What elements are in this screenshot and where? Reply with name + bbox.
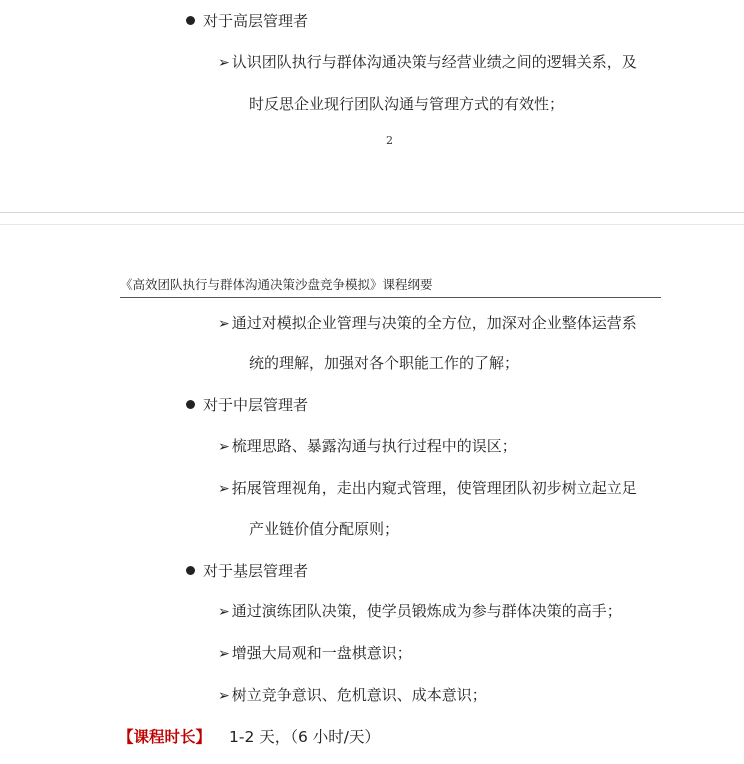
page-break-divider bbox=[0, 212, 744, 213]
mid-item-2-text: 拓展管理视角，走出内窥式管理，使管理团队初步树立起立足 bbox=[231, 479, 637, 497]
bullet-dot-icon bbox=[186, 566, 195, 575]
heading-base-managers: 对于基层管理者 bbox=[203, 562, 309, 580]
course-duration-label: 【课程时长】 bbox=[118, 728, 212, 746]
high-item-1-line-1 bbox=[218, 52, 637, 73]
heading-high-level-managers: 对于高层管理者 bbox=[203, 12, 309, 30]
arrow-bullet-icon: ➢ bbox=[218, 316, 230, 332]
item-a-line-2: 统的理解，加强对各个职能工作的了解； bbox=[249, 354, 520, 372]
header-rule bbox=[120, 297, 661, 298]
base-item-1 bbox=[218, 601, 622, 622]
page-break-divider-secondary bbox=[0, 224, 744, 225]
base-item-2-text: 增强大局观和一盘棋意识； bbox=[231, 644, 412, 662]
arrow-bullet-icon: ➢ bbox=[218, 646, 230, 662]
mid-item-1-text: 梳理思路、暴露沟通与执行过程中的误区； bbox=[231, 437, 517, 455]
heading-middle-managers: 对于中层管理者 bbox=[203, 396, 309, 414]
running-header: 《高效团队执行与群体沟通决策沙盘竞争模拟》课程纲要 bbox=[120, 277, 433, 292]
high-item-1-text: 认识团队执行与群体沟通决策与经营业绩之间的逻辑关系，及 bbox=[231, 53, 637, 71]
arrow-bullet-icon: ➢ bbox=[218, 604, 230, 620]
item-a-text: 通过对模拟企业管理与决策的全方位，加深对企业整体运营系 bbox=[231, 314, 637, 332]
base-item-1-text: 通过演练团队决策，使学员锻炼成为参与群体决策的高手； bbox=[231, 602, 622, 620]
base-item-2 bbox=[218, 643, 412, 664]
course-duration-value: 1-2 天，（6 小时/天） bbox=[229, 728, 381, 746]
mid-item-1 bbox=[218, 436, 517, 457]
item-a-line-1 bbox=[218, 313, 637, 334]
arrow-bullet-icon: ➢ bbox=[218, 481, 230, 497]
mid-item-2-line-1 bbox=[218, 478, 637, 499]
mid-item-2-line-2: 产业链价值分配原则； bbox=[249, 520, 400, 538]
arrow-bullet-icon: ➢ bbox=[218, 55, 230, 71]
bullet-dot-icon bbox=[186, 16, 195, 25]
page-number: 2 bbox=[386, 134, 393, 147]
base-item-3-text: 树立竞争意识、危机意识、成本意识； bbox=[231, 686, 487, 704]
arrow-bullet-icon: ➢ bbox=[218, 439, 230, 455]
arrow-bullet-icon: ➢ bbox=[218, 688, 230, 704]
course-duration bbox=[118, 727, 380, 747]
bullet-dot-icon bbox=[186, 400, 195, 409]
high-item-1-line-2: 时反思企业现行团队沟通与管理方式的有效性； bbox=[249, 95, 565, 113]
base-item-3 bbox=[218, 685, 487, 706]
